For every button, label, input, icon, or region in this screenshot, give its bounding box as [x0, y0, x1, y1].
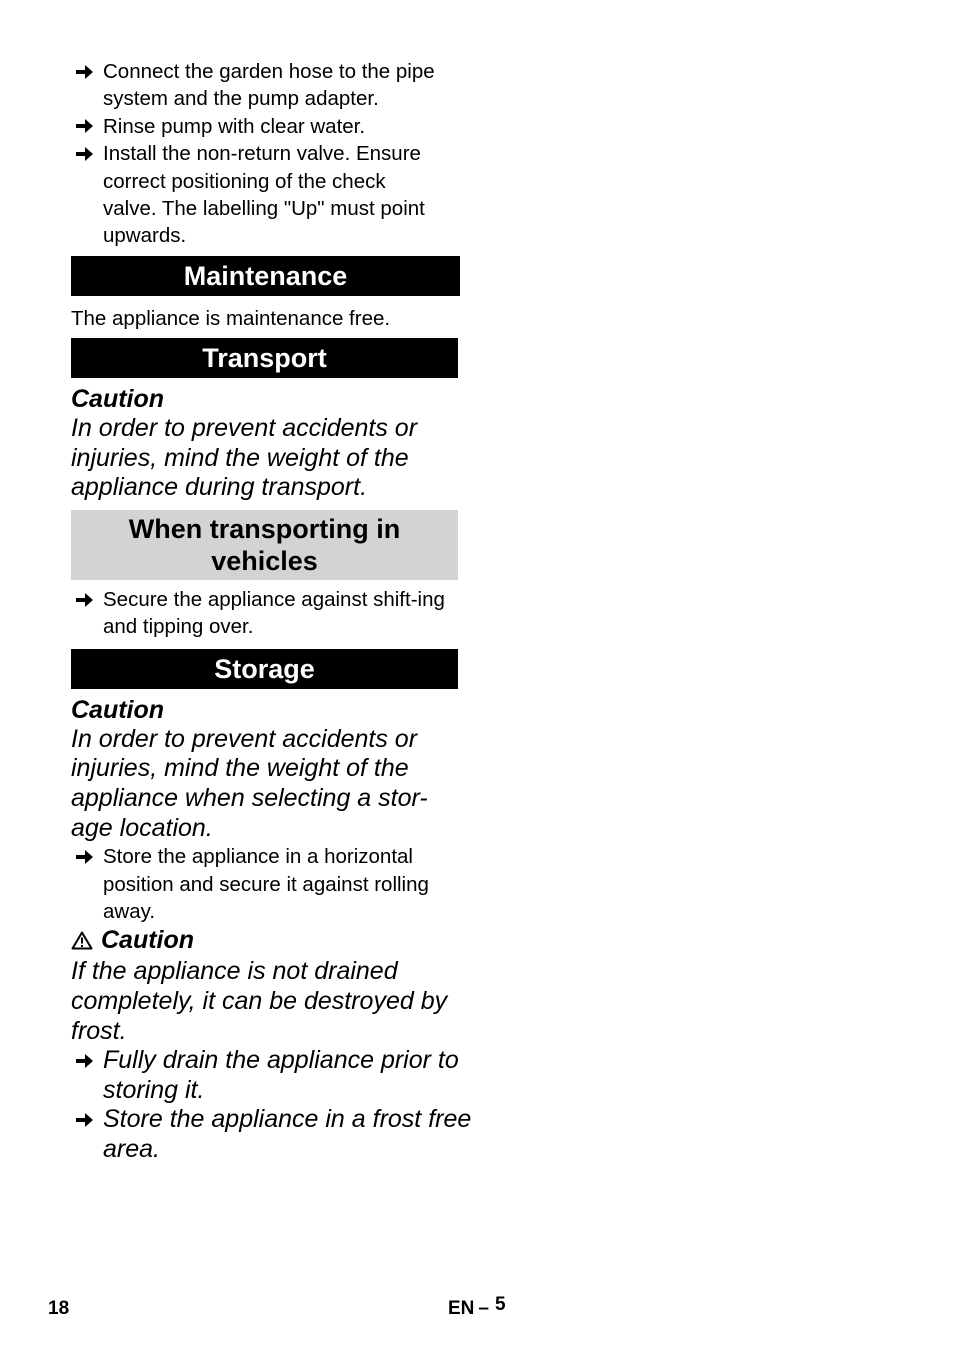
footer-language: EN: [448, 1298, 475, 1319]
warning-triangle-icon: [71, 927, 93, 957]
step-store-horizontal: [71, 843, 458, 925]
storage-heading: Storage: [71, 649, 458, 689]
storage-warning-label: Caution: [101, 926, 195, 955]
storage-warning-heading: [71, 925, 460, 957]
page-number: 18: [48, 1298, 70, 1319]
step-text: Connect the garden hose to the pipe system and the pump adapter.: [103, 60, 435, 111]
arrow-right-icon: [74, 1105, 94, 1135]
arrow-right-icon: [74, 843, 94, 870]
step-secure-appliance: [71, 586, 457, 641]
maintenance-text: The appliance is maintenance free.: [71, 306, 391, 330]
transport-vehicles-heading: When transporting in vehicles: [71, 510, 458, 580]
step-text: Fully drain the appliance prior to storing it.: [103, 1046, 459, 1104]
step-drain-appliance: [71, 1046, 460, 1105]
arrow-right-icon: [74, 58, 94, 85]
storage-caution-text: In order to prevent accidents or injuries, mind the weight of the appliance when selecting a stor-age location.: [71, 724, 428, 842]
step-text: Store the appliance in a frost free area.: [103, 1105, 472, 1163]
step-text: Secure the appliance against shift-ing and tipping over.: [103, 588, 445, 639]
footer-language-page: [448, 1294, 506, 1320]
arrow-right-icon: [74, 113, 94, 140]
step-text: Install the non-return valve. Ensure correct positioning of the check valve. The labelling "Up" must point upwards.: [103, 142, 425, 248]
arrow-right-icon: [74, 1046, 94, 1076]
step-text: Rinse pump with clear water.: [103, 114, 366, 138]
transport-caution-text: In order to prevent accidents or injuries, mind the weight of the appliance during transport.: [71, 414, 418, 502]
footer-dash: –: [478, 1298, 489, 1319]
arrow-right-icon: [74, 140, 94, 167]
content-column: [71, 58, 472, 1165]
step-frost-free: [71, 1105, 473, 1164]
storage-warning-text: If the appliance is not drained completely, it can be destroyed by frost.: [71, 957, 448, 1045]
transport-heading: Transport: [71, 338, 458, 378]
footer-sub-page: 5: [494, 1294, 506, 1315]
step-rinse-pump: [71, 113, 460, 140]
arrow-right-icon: [74, 586, 94, 613]
maintenance-heading: Maintenance: [71, 256, 460, 296]
transport-caution-label: Caution: [71, 385, 165, 414]
step-connect-hose: [71, 58, 463, 113]
step-install-valve: [71, 140, 429, 250]
step-text: Store the appliance in a horizontal position and secure it against rolling away.: [103, 845, 429, 924]
storage-caution-label: Caution: [71, 695, 165, 724]
